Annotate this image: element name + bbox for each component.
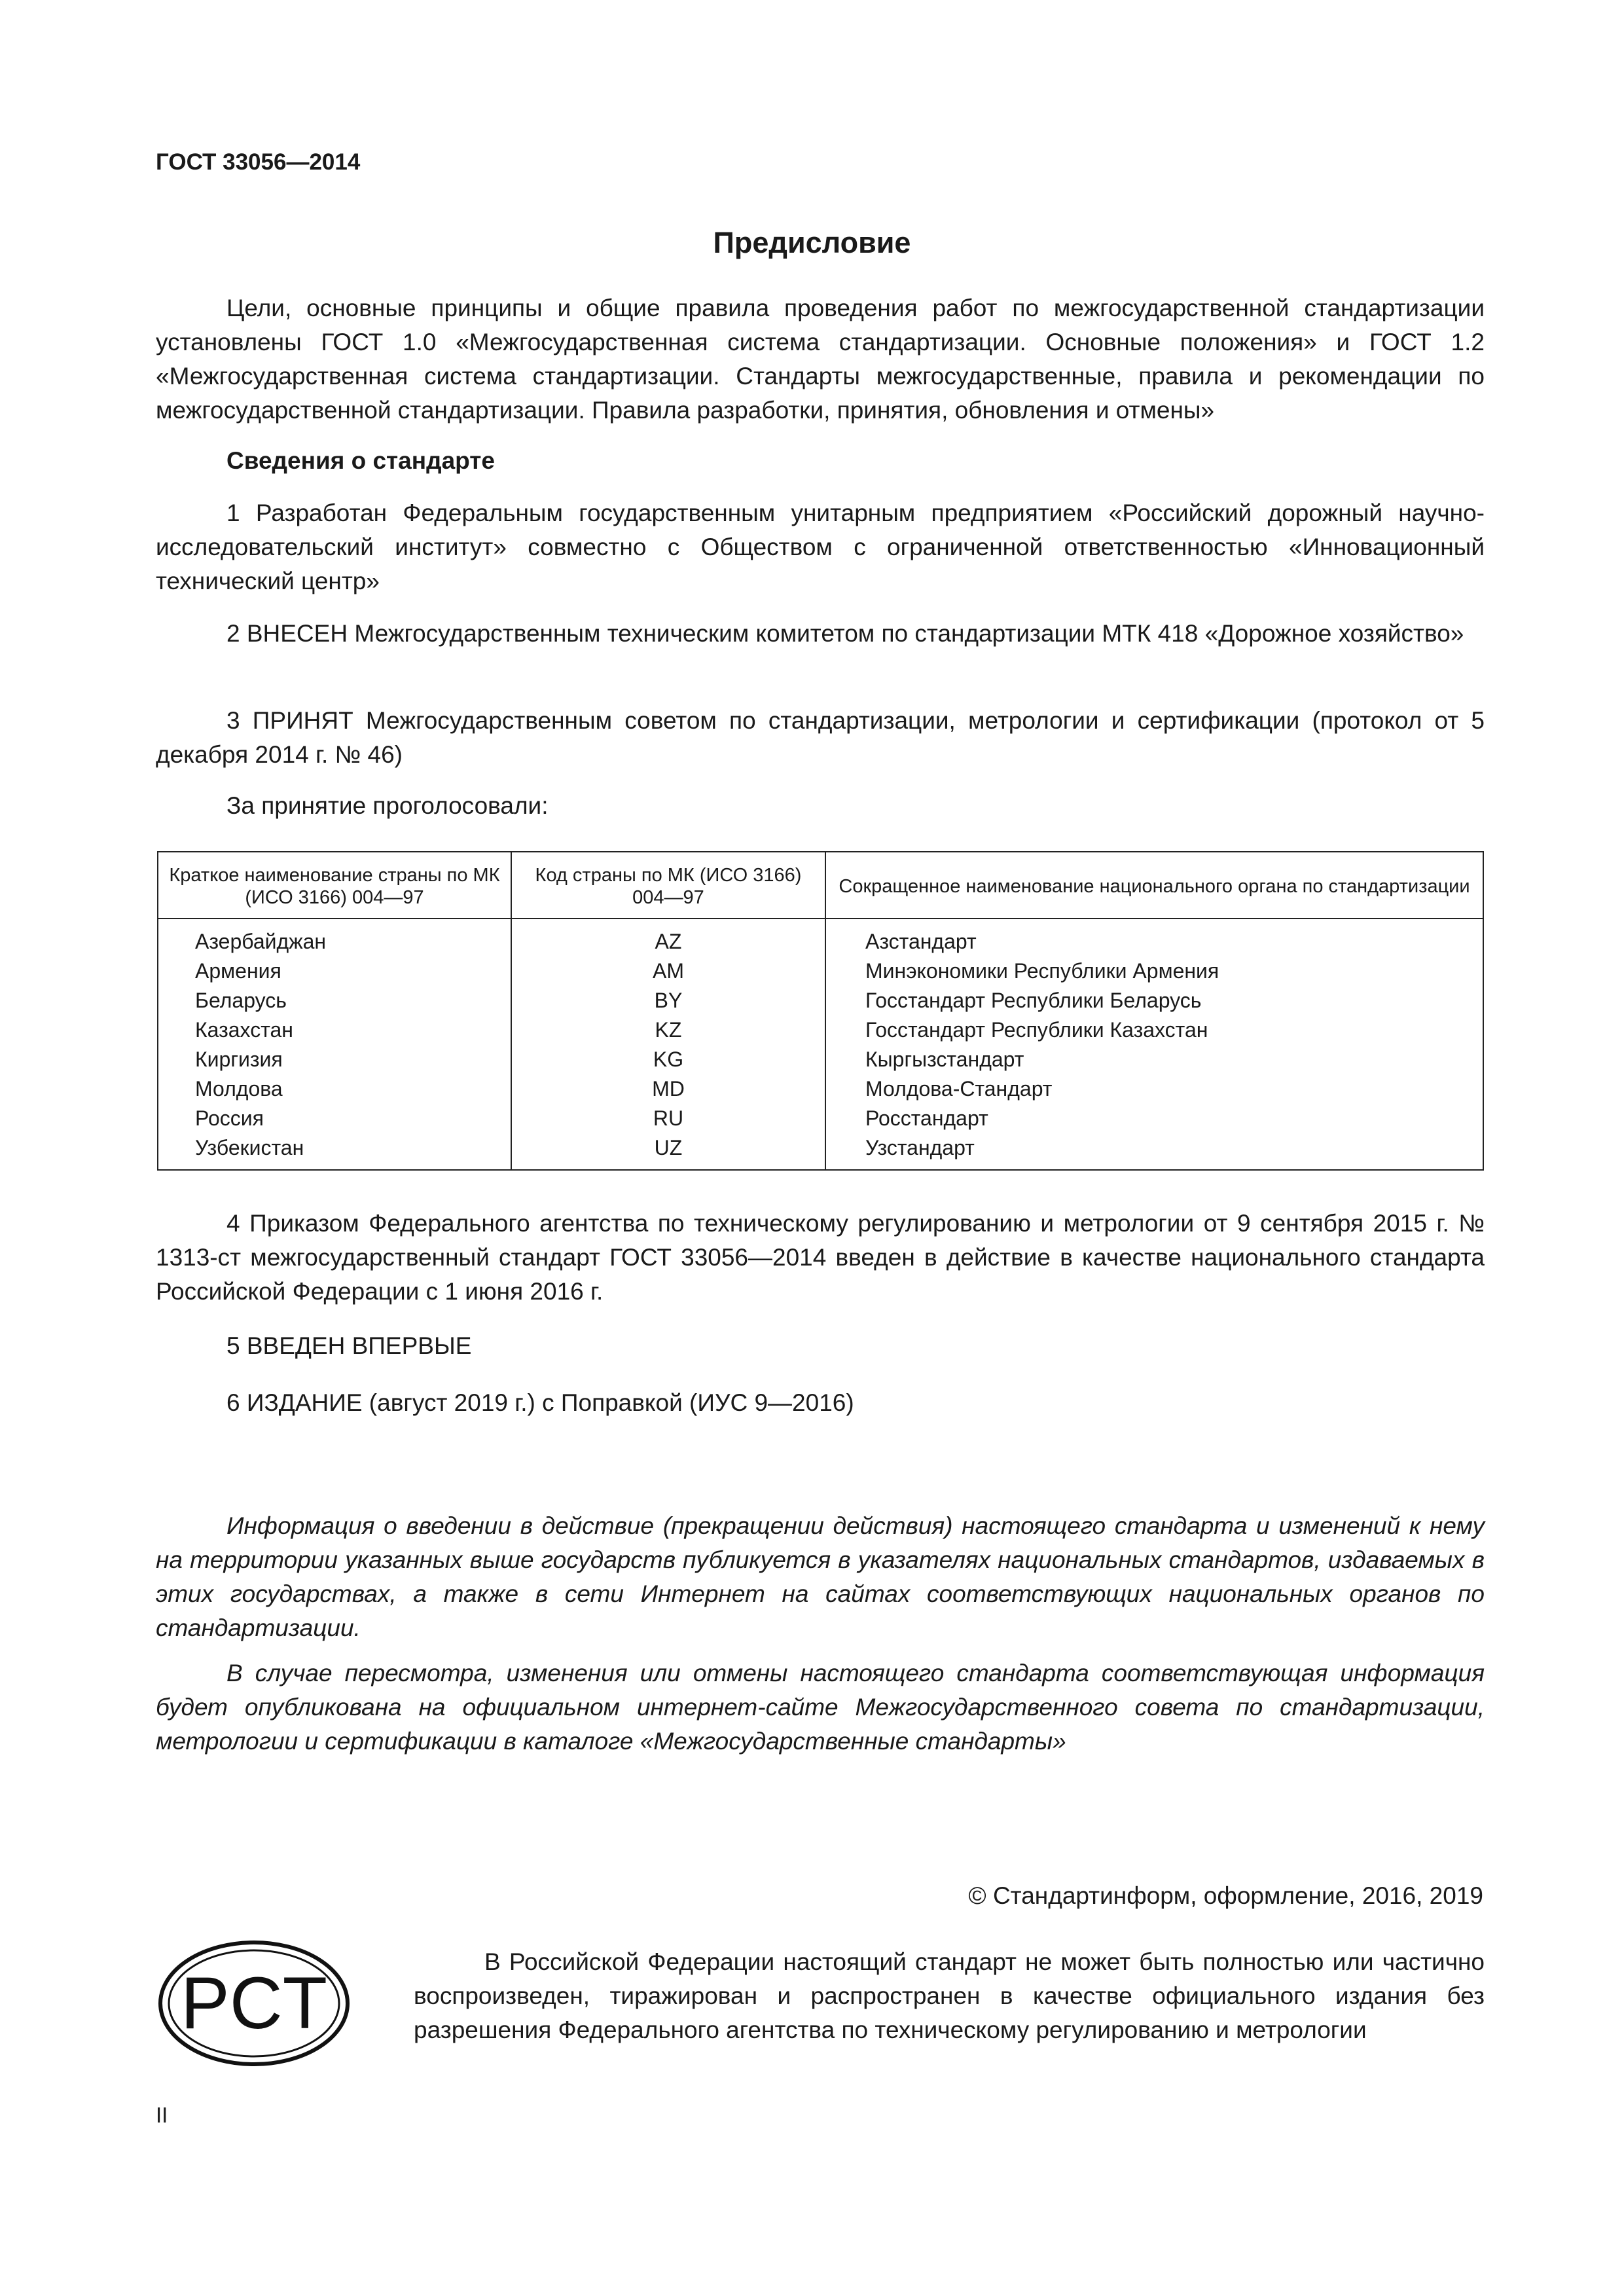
country-code-cell: BY: [511, 986, 825, 1015]
info-note-2: В случае пересмотра, изменения или отмены настоящего стандарта соответствующая информация будет опубликована на официальном интернет-сайте Межгосударственного совета по стандартизации, метрологии и сертификации в каталоге «Межгосударственные стандарты»: [156, 1660, 1485, 1755]
document-id-header: ГОСТ 33056—2014: [156, 149, 361, 175]
header-country-code: Код страны по МК (ИСО 3166) 004—97: [511, 852, 825, 919]
country-name-cell: Беларусь: [158, 986, 511, 1015]
country-code-cell: AM: [511, 957, 825, 986]
standards-body-cell: Узстандарт: [825, 1133, 1483, 1170]
country-code-cell: UZ: [511, 1133, 825, 1170]
rst-certification-mark-icon: [156, 1938, 352, 2072]
item-2-paragraph: 2 ВНЕСЕН Межгосударственным техническим комитетом по стандартизации МТК 418 «Дорожное хозяйство»: [226, 620, 1464, 647]
standards-body-cell: Госстандарт Республики Беларусь: [825, 986, 1483, 1015]
header-country-name: Краткое наименование страны по МК (ИСО 3166) 004—97: [158, 852, 511, 919]
item-6-paragraph: 6 ИЗДАНИЕ (август 2019 г.) с Поправкой (ИУС 9—2016): [226, 1389, 854, 1416]
country-name-cell: Киргизия: [158, 1045, 511, 1074]
reproduction-notice: В Российской Федерации настоящий стандарт не может быть полностью или частично воспроизведен, тиражирован и распространен в качестве официального издания без разрешения Федерального агентства по техническому регулированию и метрологии: [414, 1948, 1485, 2043]
table-row: [158, 957, 1483, 986]
country-code-cell: MD: [511, 1074, 825, 1104]
table-row: [158, 1104, 1483, 1133]
intro-paragraph: Цели, основные принципы и общие правила проведения работ по межгосударственной стандартизации установлены ГОСТ 1.0 «Межгосударственная система стандартизации. Основные положения» и ГОСТ 1.2 «Межгосударственная система стандартизации. Стандарты межгосударственные, правила и рекомендации по межгосударственной стандартизации. Правила разработки, принятия, обновления и отмены»: [156, 295, 1485, 424]
country-code-cell: KZ: [511, 1015, 825, 1045]
country-code-cell: AZ: [511, 919, 825, 957]
info-note-1: Информация о введении в действие (прекращении действия) настоящего стандарта и изменений к нему на территории указанных выше государств публикуется в указателях национальных стандартов, издаваемых в этих государствах, а также в сети Интернет на сайтах соответствующих национальных органов по стандартизации.: [156, 1512, 1485, 1641]
standards-body-cell: Кыргызстандарт: [825, 1045, 1483, 1074]
voted-label: За принятие проголосовали:: [226, 792, 549, 819]
standards-body-cell: Росстандарт: [825, 1104, 1483, 1133]
copyright-line: © Стандартинформ, оформление, 2016, 2019: [968, 1882, 1483, 1909]
logo-text: PCT: [181, 1962, 327, 2044]
header-standards-body: Сокращенное наименование национального органа по стандартизации: [825, 852, 1483, 919]
table-row: [158, 986, 1483, 1015]
standards-body-cell: Азстандарт: [825, 919, 1483, 957]
table-header-row: [158, 852, 1483, 919]
country-name-cell: Армения: [158, 957, 511, 986]
table-row: [158, 1074, 1483, 1104]
country-name-cell: Азербайджан: [158, 919, 511, 957]
country-code-cell: KG: [511, 1045, 825, 1074]
country-code-cell: RU: [511, 1104, 825, 1133]
standards-body-cell: Молдова-Стандарт: [825, 1074, 1483, 1104]
country-name-cell: Россия: [158, 1104, 511, 1133]
standards-body-cell: Минэкономики Республики Армения: [825, 957, 1483, 986]
item-4-paragraph: 4 Приказом Федерального агентства по техническому регулированию и метрологии от 9 сентября 2015 г. № 1313-ст межгосударственный стандарт ГОСТ 33056—2014 введен в действие в качестве национального стандарта Российской Федерации с 1 июня 2016 г.: [156, 1210, 1485, 1305]
country-name-cell: Узбекистан: [158, 1133, 511, 1170]
item-5-paragraph: 5 ВВЕДЕН ВПЕРВЫЕ: [226, 1332, 472, 1359]
table-row: [158, 919, 1483, 957]
item-1-paragraph: 1 Разработан Федеральным государственным унитарным предприятием «Российский дорожный научно-исследовательский институт» совместно с Обществом с ограниченной ответственностью «Инновационный технический центр»: [156, 500, 1485, 594]
item-3-paragraph: 3 ПРИНЯТ Межгосударственным советом по стандартизации, метрологии и сертификации (протокол от 5 декабря 2014 г. № 46): [156, 707, 1485, 768]
country-name-cell: Молдова: [158, 1074, 511, 1104]
voting-countries-table: [157, 851, 1484, 1171]
page-title: Предисловие: [713, 226, 911, 259]
country-name-cell: Казахстан: [158, 1015, 511, 1045]
table-row: [158, 1015, 1483, 1045]
table-row: [158, 1133, 1483, 1170]
table-row: [158, 1045, 1483, 1074]
standards-body-cell: Госстандарт Республики Казахстан: [825, 1015, 1483, 1045]
section-heading: Сведения о стандарте: [226, 447, 495, 474]
page-number: II: [156, 2103, 168, 2127]
